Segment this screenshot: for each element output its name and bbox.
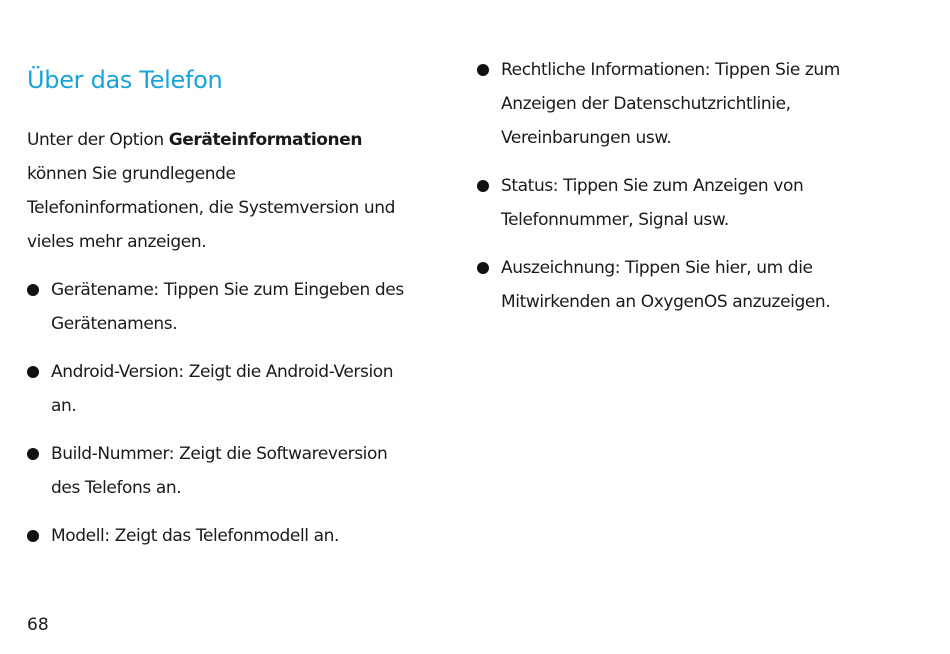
list-item-line: an. — [51, 396, 77, 416]
list-item — [27, 437, 457, 505]
list-item-line: Modell: Zeigt das Telefonmodell an. — [51, 526, 340, 546]
list-item — [27, 355, 457, 423]
list-item-line: Rechtliche Informationen: Tippen Sie zum — [501, 60, 840, 80]
bullet-icon — [27, 448, 39, 460]
list-item — [477, 251, 897, 319]
list-item-line: Anzeigen der Datenschutzrichtlinie, — [501, 94, 791, 114]
list-item-line: Auszeichnung: Tippen Sie hier, um die — [501, 258, 813, 278]
list-item-line: Gerätename: Tippen Sie zum Eingeben des — [51, 280, 404, 300]
list-item — [27, 519, 457, 553]
list-item-line: Mitwirkenden an OxygenOS anzuzeigen. — [501, 292, 831, 312]
bullet-icon — [27, 284, 39, 296]
list-item — [477, 169, 897, 237]
list-item — [477, 53, 897, 155]
intro-line-2: können Sie grundlegende — [27, 164, 236, 184]
intro-line-4: vieles mehr anzeigen. — [27, 232, 207, 252]
page-title: Über das Telefon — [27, 66, 223, 94]
intro-line-3: Telefoninformationen, die Systemversion und — [27, 198, 396, 218]
intro-prefix: Unter der Option — [27, 130, 169, 150]
bullet-icon — [477, 64, 489, 76]
page-number: 68 — [27, 615, 49, 635]
list-item-line: Status: Tippen Sie zum Anzeigen von — [501, 176, 804, 196]
bullet-icon — [477, 180, 489, 192]
list-item-line: Telefonnummer, Signal usw. — [501, 210, 729, 230]
list-item-line: Vereinbarungen usw. — [501, 128, 672, 148]
list-item-line: Gerätenamens. — [51, 314, 178, 334]
list-item-line: Android-Version: Zeigt die Android-Version — [51, 362, 394, 382]
intro-paragraph — [27, 123, 447, 259]
bullet-icon — [477, 262, 489, 274]
right-bullet-list — [477, 53, 897, 333]
bullet-icon — [27, 366, 39, 378]
list-item-line: des Telefons an. — [51, 478, 182, 498]
list-item — [27, 273, 457, 341]
list-item-line: Build-Nummer: Zeigt die Softwareversion — [51, 444, 388, 464]
intro-bold-option: Geräteinformationen — [168, 130, 363, 150]
left-bullet-list — [27, 273, 457, 567]
bullet-icon — [27, 530, 39, 542]
